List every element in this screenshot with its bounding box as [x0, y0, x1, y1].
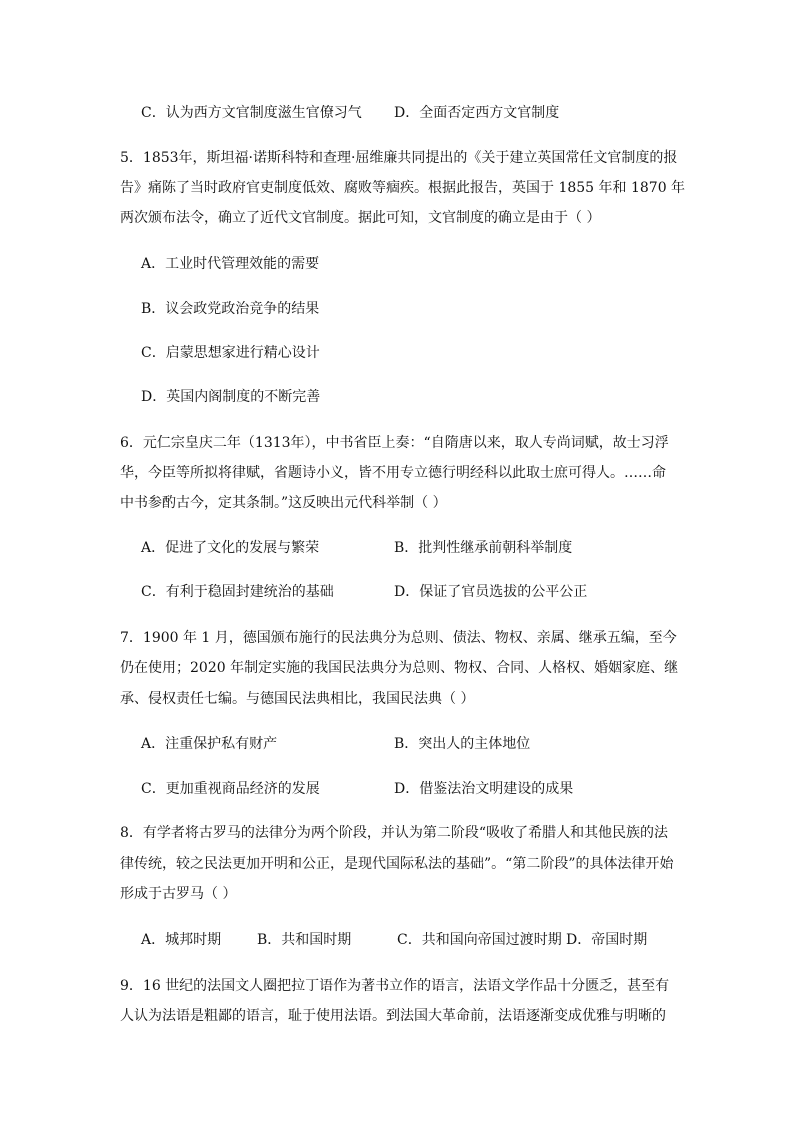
q5-option-a: A．工业时代管理效能的需要	[141, 256, 320, 272]
q7-stem-line-1: 7．1900 年 1 月，德国颁布施行的民法典分为总则、债法、物权、亲属、继承五编，至今	[120, 630, 677, 646]
q6-stem-line-1: 6．元仁宗皇庆二年（1313年），中书省臣上奏：“自隋唐以来，取人专尚词赋，故士习浮	[120, 435, 669, 451]
q5-option-d: D．英国内阁制度的不断完善	[141, 389, 321, 405]
q8-stem-line-3: 形成于古罗马（ ）	[120, 886, 237, 902]
q6-options-row-2	[141, 581, 701, 603]
q7-option-c: C．更加重视商品经济的发展	[141, 781, 320, 797]
q8-option-b: B．共和国时期	[257, 932, 352, 948]
q7-option-a: A．注重保护私有财产	[141, 736, 278, 752]
q6-options-row-1	[141, 537, 701, 559]
q8-option-d: D．帝国时期	[566, 932, 648, 948]
q8-stem-line-1: 8．有学者将古罗马的法律分为两个阶段，并认为第二阶段“吸收了希腊人和其他民族的法	[120, 825, 669, 841]
q6-stem-line-2: 华，今臣等所拟将律赋，省题诗小义，皆不用专立德行明经科以此取士庶可得人。……命	[120, 465, 666, 481]
q5-stem-line-3: 两次颁布法令，确立了近代文官制度。据此可知，文官制度的确立是由于（ ）	[120, 210, 601, 226]
q5-stem-line-1: 5．1853年，斯坦福·诺斯科特和查理·屈维廉共同提出的《关于建立英国常任文官制度的报	[120, 150, 678, 166]
q4-option-c: C．认为西方文官制度滋生官僚习气	[141, 105, 362, 121]
q7-option-d: D．借鉴法治文明建设的成果	[394, 781, 574, 797]
q7-stem-line-3: 承、侵权责任七编。与德国民法典相比，我国民法典（ ）	[120, 691, 475, 707]
q5-stem-line-2: 告》痛陈了当时政府官吏制度低效、腐败等痼疾。根据此报告，英国于 1855 年和 1870 年	[120, 180, 686, 196]
q8-option-a: A．城邦时期	[141, 932, 222, 948]
q7-options-row-1	[141, 733, 701, 755]
q4-options-row	[141, 102, 701, 124]
q8-options-row	[141, 929, 701, 951]
q9-stem-line-2: 人认为法语是粗鄙的语言，耻于使用法语。到法国大革命前，法语逐渐变成优雅与明晰的	[120, 1008, 666, 1024]
q6-option-c: C．有利于稳固封建统治的基础	[141, 584, 334, 600]
q6-option-d: D．保证了官员选拔的公平公正	[394, 584, 588, 600]
q8-stem-line-2: 律传统，较之民法更加开明和公正，是现代国际私法的基础”。“第二阶段”的具体法律开始	[120, 856, 674, 872]
q7-options-row-2	[141, 778, 701, 800]
q8-option-c: C．共和国向帝国过渡时期	[397, 932, 562, 948]
q6-option-a: A．促进了文化的发展与繁荣	[141, 540, 320, 556]
q5-option-b: B．议会政党政治竞争的结果	[141, 301, 320, 317]
q7-stem-line-2: 仍在使用；2020 年制定实施的我国民法典分为总则、物权、合同、人格权、婚姻家庭、继	[120, 660, 679, 676]
q5-option-c: C．启蒙思想家进行精心设计	[141, 345, 320, 361]
q7-option-b: B．突出人的主体地位	[394, 736, 531, 752]
q6-stem-line-3: 中书参酌古今，定其条制。”这反映出元代科举制（ ）	[120, 495, 447, 511]
q4-option-d: D．全面否定西方文官制度	[394, 105, 560, 121]
q9-stem-line-1: 9．16 世纪的法国文人圈把拉丁语作为著书立作的语言，法语文学作品十分匮乏，甚至有	[120, 978, 670, 994]
q6-option-b: B．批判性继承前朝科举制度	[394, 540, 573, 556]
